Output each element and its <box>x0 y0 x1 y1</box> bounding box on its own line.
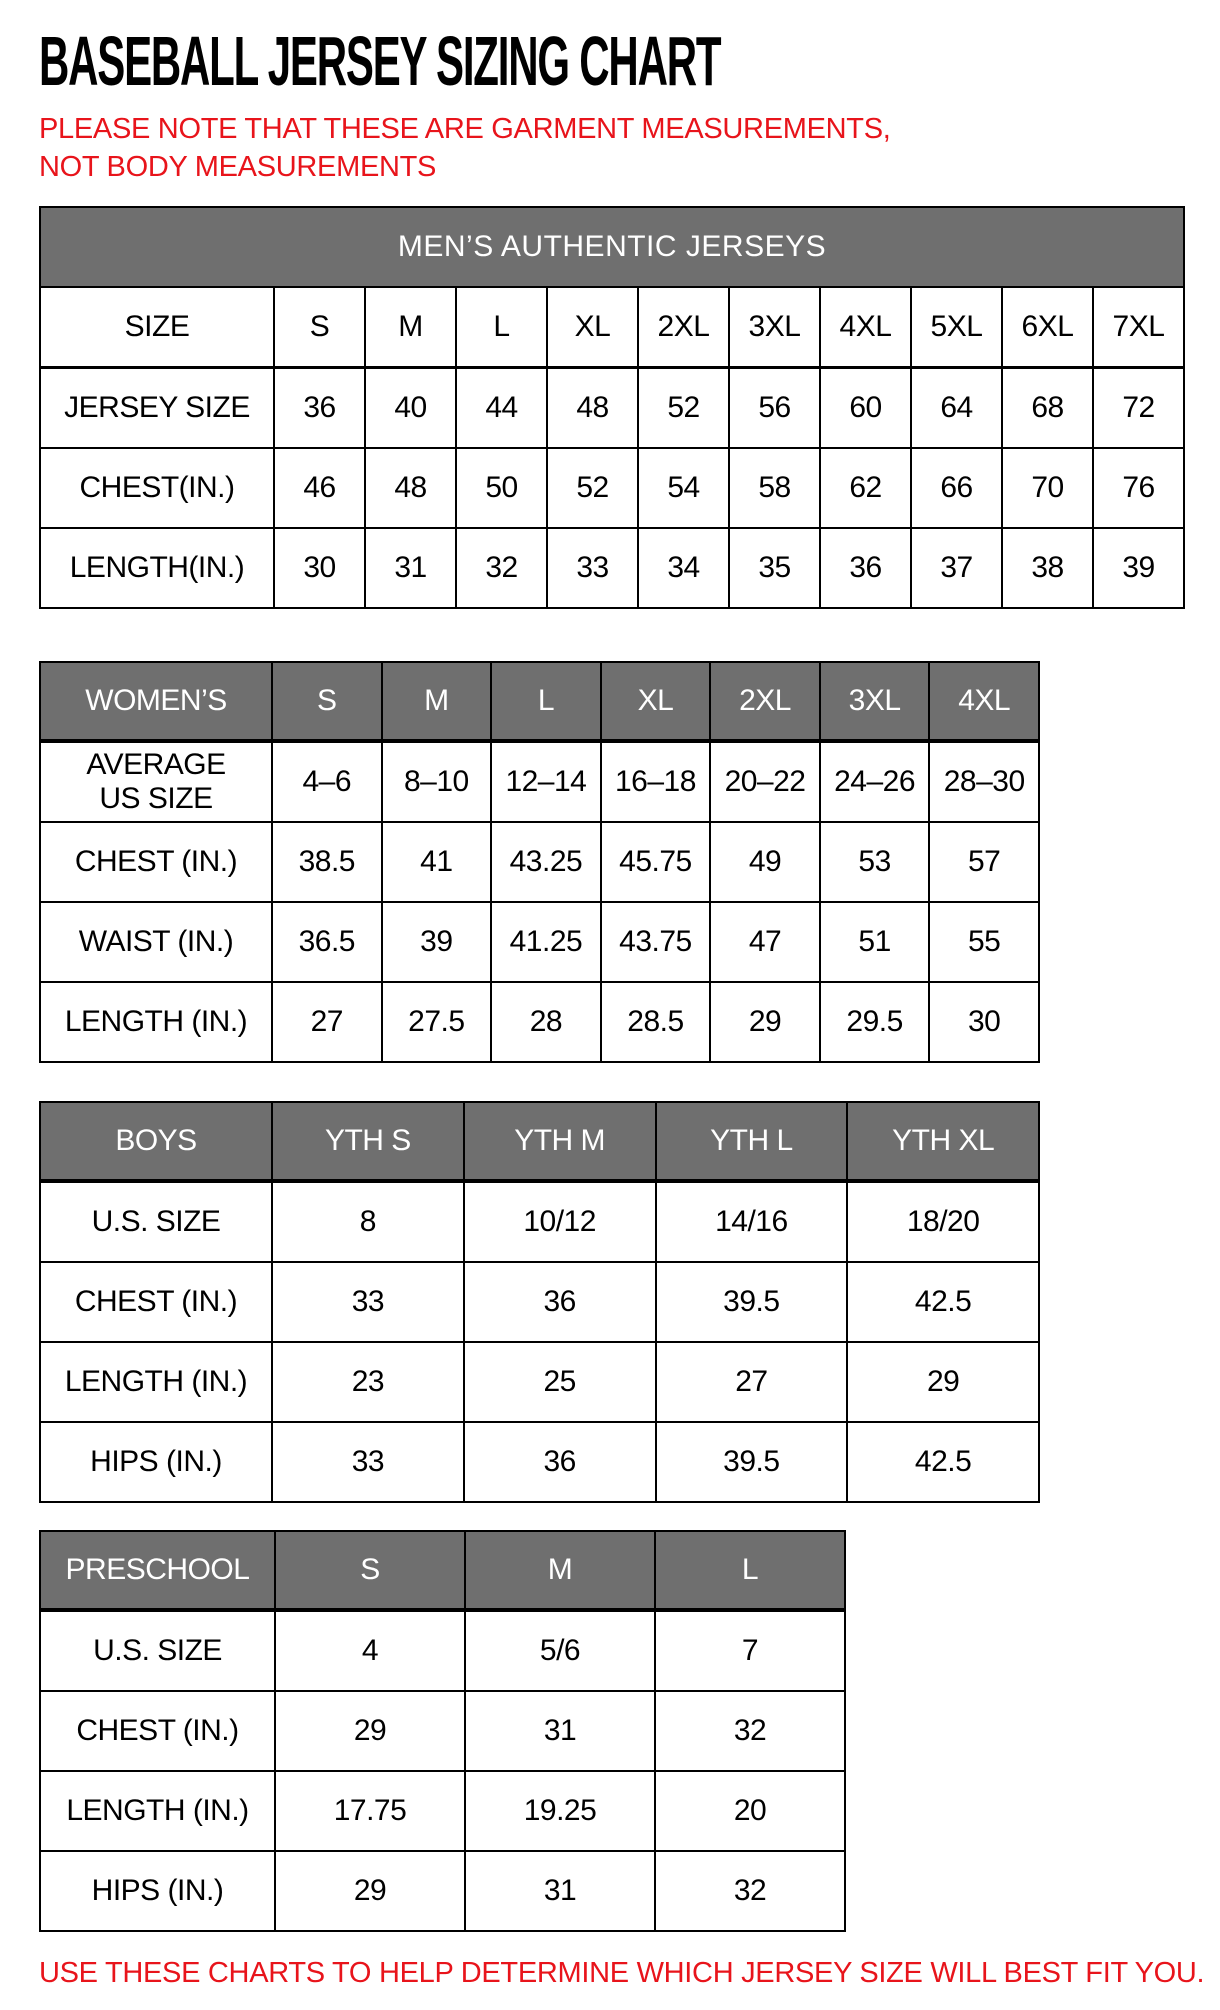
value-cell: 36 <box>820 528 911 608</box>
value-cell: 45.75 <box>601 822 711 902</box>
row-label-text: CHEST (IN.) <box>74 1285 238 1318</box>
row-label <box>40 741 272 822</box>
column-header: L <box>655 1531 845 1610</box>
column-header: S <box>272 662 382 741</box>
column-header: M <box>382 662 492 741</box>
header-label: SIZE <box>40 287 274 368</box>
row-label-text: JERSEY SIZE <box>64 391 250 424</box>
table-banner: MEN’S AUTHENTIC JERSEYS <box>40 207 1184 287</box>
value-cell: 18/20 <box>847 1181 1039 1262</box>
table-row <box>40 1771 845 1851</box>
header-label: BOYS <box>40 1102 272 1181</box>
value-cell: 19.25 <box>465 1771 655 1851</box>
table-row <box>40 1691 845 1771</box>
value-cell: 4 <box>275 1610 465 1691</box>
value-cell: 52 <box>638 368 729 449</box>
table-row <box>40 1342 1039 1422</box>
value-cell: 29 <box>275 1851 465 1931</box>
value-cell: 25 <box>464 1342 656 1422</box>
value-cell: 39.5 <box>656 1262 848 1342</box>
table-row <box>40 1610 845 1691</box>
value-cell: 48 <box>547 368 638 449</box>
row-label <box>40 448 274 528</box>
value-cell: 28.5 <box>601 982 711 1062</box>
value-cell: 76 <box>1093 448 1184 528</box>
value-cell: 55 <box>929 902 1039 982</box>
value-cell: 52 <box>547 448 638 528</box>
value-cell: 44 <box>456 368 547 449</box>
column-header: 4XL <box>820 287 911 368</box>
table-row <box>40 741 1039 822</box>
value-cell: 8 <box>272 1181 464 1262</box>
row-label <box>40 902 272 982</box>
row-label-text: LENGTH (IN.) <box>64 1005 248 1038</box>
column-header: XL <box>601 662 711 741</box>
column-header: 3XL <box>820 662 930 741</box>
value-cell: 23 <box>272 1342 464 1422</box>
value-cell: 41 <box>382 822 492 902</box>
row-label <box>40 1691 275 1771</box>
value-cell: 70 <box>1002 448 1093 528</box>
value-cell: 27.5 <box>382 982 492 1062</box>
value-cell: 32 <box>655 1851 845 1931</box>
value-cell: 66 <box>911 448 1002 528</box>
value-cell: 39 <box>1093 528 1184 608</box>
value-cell: 14/16 <box>656 1181 848 1262</box>
column-header: YTH S <box>272 1102 464 1181</box>
value-cell: 31 <box>365 528 456 608</box>
value-cell: 50 <box>456 448 547 528</box>
value-cell: 46 <box>274 448 365 528</box>
value-cell: 53 <box>820 822 930 902</box>
table-row <box>40 822 1039 902</box>
value-cell: 29.5 <box>820 982 930 1062</box>
value-cell: 24–26 <box>820 741 930 822</box>
value-cell: 36 <box>274 368 365 449</box>
boys-sizing-table <box>39 1101 1040 1503</box>
value-cell: 36 <box>464 1422 656 1502</box>
value-cell: 39.5 <box>656 1422 848 1502</box>
row-label-text: WAIST (IN.) <box>78 925 234 958</box>
header-label: WOMEN’S <box>40 662 272 741</box>
row-label <box>40 982 272 1062</box>
page-title <box>39 22 1190 100</box>
table-row <box>40 1851 845 1931</box>
value-cell: 58 <box>729 448 820 528</box>
value-cell: 33 <box>547 528 638 608</box>
row-label <box>40 1771 275 1851</box>
value-cell: 38.5 <box>272 822 382 902</box>
table-row <box>40 1422 1039 1502</box>
value-cell: 4–6 <box>272 741 382 822</box>
row-label <box>40 528 274 608</box>
column-header: M <box>365 287 456 368</box>
value-cell: 16–18 <box>601 741 711 822</box>
row-label-text: U.S. SIZE <box>93 1634 222 1667</box>
mens-sizing-table <box>39 206 1185 609</box>
row-label <box>40 368 274 449</box>
row-label <box>40 1262 272 1342</box>
column-header: 7XL <box>1093 287 1184 368</box>
value-cell: 31 <box>465 1851 655 1931</box>
value-cell: 29 <box>847 1342 1039 1422</box>
table-row <box>40 528 1184 608</box>
value-cell: 42.5 <box>847 1422 1039 1502</box>
row-label-text: AVERAGE US SIZE <box>86 747 226 815</box>
value-cell: 64 <box>911 368 1002 449</box>
row-label-text: HIPS (IN.) <box>91 1874 224 1907</box>
row-label <box>40 822 272 902</box>
womens-sizing-table <box>39 661 1040 1063</box>
value-cell: 33 <box>272 1262 464 1342</box>
row-label-text: CHEST (IN.) <box>76 1714 239 1747</box>
value-cell: 31 <box>465 1691 655 1771</box>
value-cell: 17.75 <box>275 1771 465 1851</box>
column-header: S <box>275 1531 465 1610</box>
value-cell: 10/12 <box>464 1181 656 1262</box>
header-row <box>40 1531 845 1610</box>
value-cell: 37 <box>911 528 1002 608</box>
header-row <box>40 1102 1039 1181</box>
value-cell: 20 <box>655 1771 845 1851</box>
column-header: 2XL <box>638 287 729 368</box>
row-label-text: HIPS (IN.) <box>90 1445 222 1478</box>
table-row <box>40 982 1039 1062</box>
column-header: L <box>456 287 547 368</box>
row-label-text: LENGTH (IN.) <box>66 1794 249 1827</box>
column-header: XL <box>547 287 638 368</box>
value-cell: 28 <box>491 982 601 1062</box>
value-cell: 20–22 <box>710 741 820 822</box>
table-row <box>40 1181 1039 1262</box>
value-cell: 7 <box>655 1610 845 1691</box>
row-label <box>40 1851 275 1931</box>
value-cell: 28–30 <box>929 741 1039 822</box>
row-label <box>40 1610 275 1691</box>
row-label <box>40 1342 272 1422</box>
value-cell: 32 <box>456 528 547 608</box>
row-label <box>40 1422 272 1502</box>
header-row <box>40 662 1039 741</box>
value-cell: 38 <box>1002 528 1093 608</box>
value-cell: 43.25 <box>491 822 601 902</box>
value-cell: 62 <box>820 448 911 528</box>
column-header: M <box>465 1531 655 1610</box>
page-title-text: BASEBALL JERSEY SIZING CHART <box>39 22 721 100</box>
value-cell: 43.75 <box>601 902 711 982</box>
value-cell: 12–14 <box>491 741 601 822</box>
value-cell: 42.5 <box>847 1262 1039 1342</box>
value-cell: 36 <box>464 1262 656 1342</box>
value-cell: 40 <box>365 368 456 449</box>
table-row <box>40 368 1184 449</box>
value-cell: 36.5 <box>272 902 382 982</box>
row-label-text: CHEST(IN.) <box>79 471 235 504</box>
value-cell: 49 <box>710 822 820 902</box>
row-label <box>40 1181 272 1262</box>
header-row <box>40 287 1184 368</box>
value-cell: 29 <box>710 982 820 1062</box>
value-cell: 51 <box>820 902 930 982</box>
column-header: 3XL <box>729 287 820 368</box>
value-cell: 54 <box>638 448 729 528</box>
table-row <box>40 1262 1039 1342</box>
banner-row <box>40 207 1184 287</box>
value-cell: 39 <box>382 902 492 982</box>
row-label-text: CHEST (IN.) <box>74 845 238 878</box>
value-cell: 5/6 <box>465 1610 655 1691</box>
column-header: 4XL <box>929 662 1039 741</box>
value-cell: 27 <box>656 1342 848 1422</box>
column-header: YTH XL <box>847 1102 1039 1181</box>
column-header: YTH M <box>464 1102 656 1181</box>
value-cell: 72 <box>1093 368 1184 449</box>
value-cell: 57 <box>929 822 1039 902</box>
value-cell: 30 <box>274 528 365 608</box>
value-cell: 29 <box>275 1691 465 1771</box>
column-header: 5XL <box>911 287 1002 368</box>
value-cell: 8–10 <box>382 741 492 822</box>
value-cell: 41.25 <box>491 902 601 982</box>
row-label-text: U.S. SIZE <box>91 1205 221 1238</box>
value-cell: 34 <box>638 528 729 608</box>
row-label-text: LENGTH(IN.) <box>69 551 245 584</box>
preschool-sizing-table <box>39 1530 846 1932</box>
value-cell: 32 <box>655 1691 845 1771</box>
column-header: 6XL <box>1002 287 1093 368</box>
row-label-text: LENGTH (IN.) <box>64 1365 248 1398</box>
column-header: YTH L <box>656 1102 848 1181</box>
column-header: 2XL <box>710 662 820 741</box>
value-cell: 35 <box>729 528 820 608</box>
column-header: S <box>274 287 365 368</box>
value-cell: 68 <box>1002 368 1093 449</box>
footer-note: USE THESE CHARTS TO HELP DETERMINE WHICH JERSEY SIZE WILL BEST FIT YOU. <box>39 1957 1205 1989</box>
table-row <box>40 448 1184 528</box>
value-cell: 33 <box>272 1422 464 1502</box>
column-header: L <box>491 662 601 741</box>
value-cell: 47 <box>710 902 820 982</box>
garment-measurements-note: PLEASE NOTE THAT THESE ARE GARMENT MEASUREMENTS, NOT BODY MEASUREMENTS <box>39 113 891 183</box>
value-cell: 30 <box>929 982 1039 1062</box>
value-cell: 60 <box>820 368 911 449</box>
tables-container <box>39 206 1190 1932</box>
value-cell: 27 <box>272 982 382 1062</box>
value-cell: 48 <box>365 448 456 528</box>
table-row <box>40 902 1039 982</box>
value-cell: 56 <box>729 368 820 449</box>
header-label: PRESCHOOL <box>40 1531 275 1610</box>
